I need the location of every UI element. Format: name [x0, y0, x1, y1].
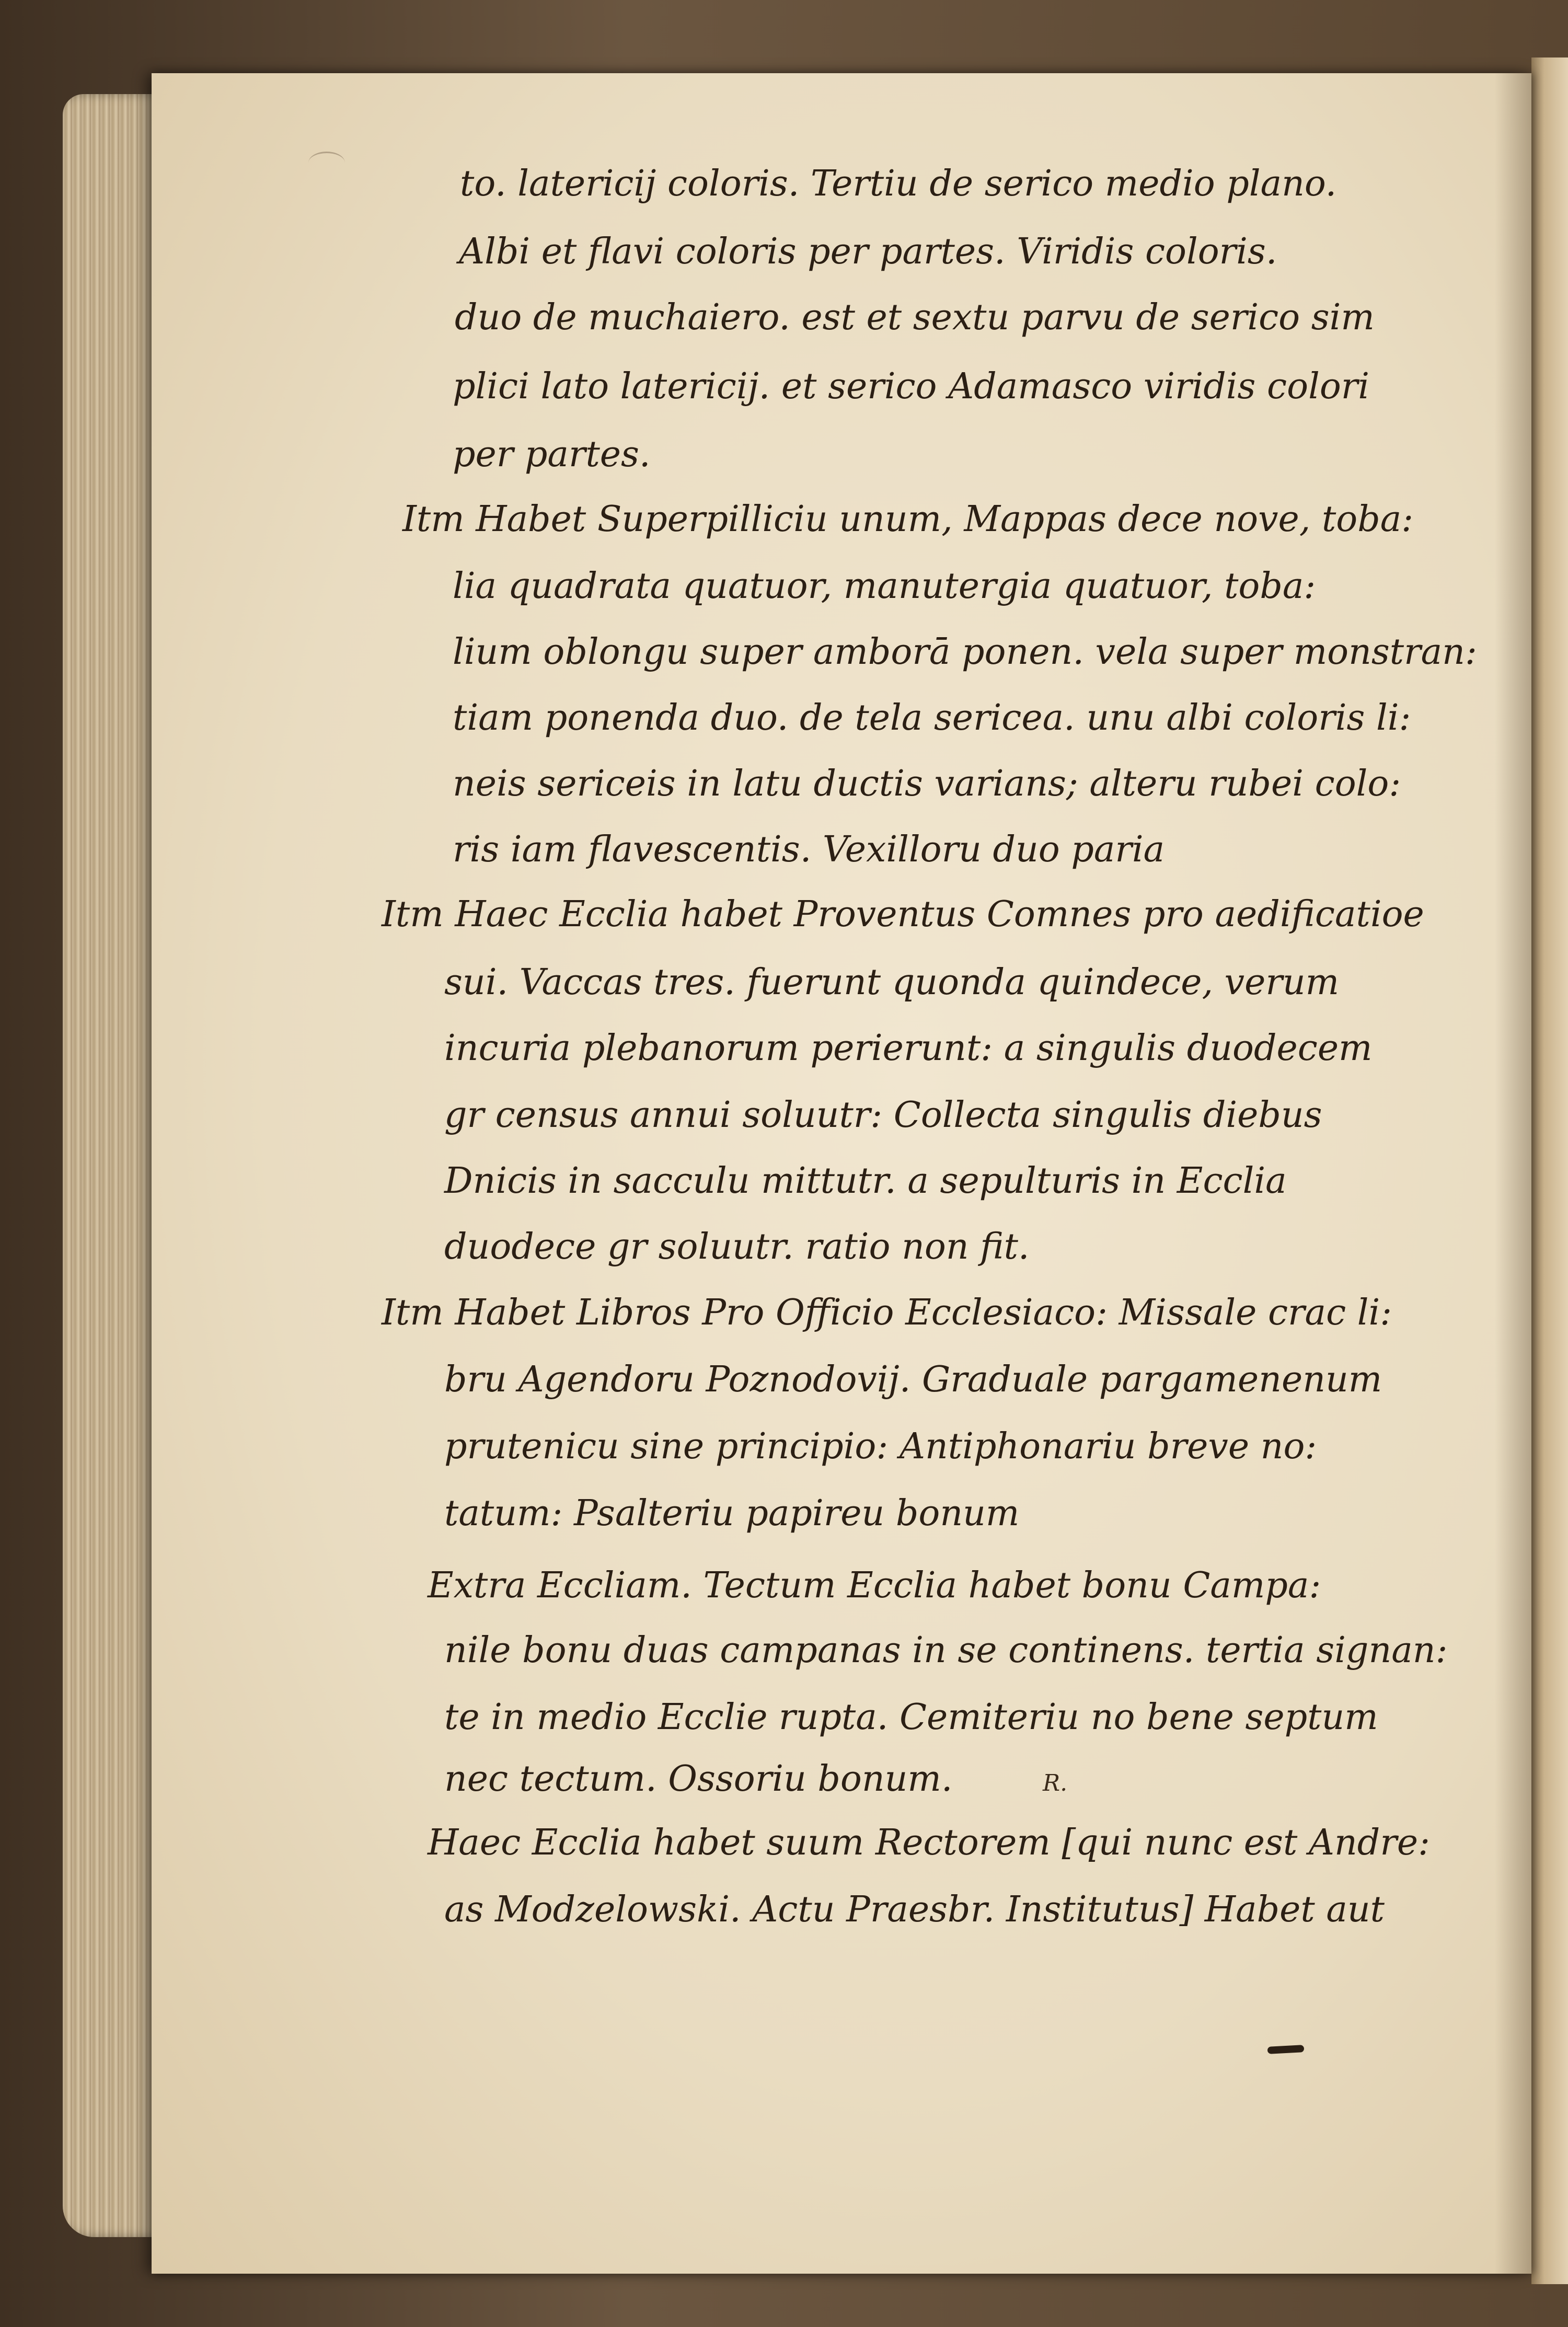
text-line: sui. Vaccas tres. fuerunt quonda quindece, verum — [444, 962, 1340, 1003]
text-line: gr census annui soluutr: Collecta singulis diebus — [444, 1095, 1322, 1136]
book-fore-edge — [63, 94, 162, 2237]
text-line: to. latericij coloris. Tertiu de serico medio plano. — [460, 163, 1337, 204]
text-line: tiam ponenda duo. de tela sericea. unu albi coloris li: — [453, 697, 1411, 739]
text-line: lia quadrata quatuor, manutergia quatuor, toba: — [453, 566, 1316, 607]
text-line: plici lato latericij. et serico Adamasco viridis colori — [453, 366, 1370, 407]
text-line: nec tectum. Ossoriu bonum. — [444, 1758, 953, 1800]
text-line: Dnicis in sacculu mittutr. a sepulturis in Ecclia — [444, 1160, 1287, 1202]
text-line: duo de muchaiero. est et sextu parvu de serico sim — [455, 297, 1375, 338]
text-line: lium oblongu super amborā ponen. vela super monstran: — [453, 631, 1477, 673]
text-line: Albi et flavi coloris per partes. Viridis coloris. — [459, 231, 1277, 272]
text-line: as Modzelowski. Actu Praesbr. Institutus] Habet aut — [444, 1889, 1385, 1930]
text-line: bru Agendoru Poznodovij. Graduale pargamenenum — [444, 1359, 1382, 1400]
text-line: tatum: Psalteriu papireu bonum — [444, 1493, 1020, 1534]
text-line: nile bonu duas campanas in se continens. tertia signan: — [444, 1630, 1448, 1671]
text-line: Extra Eccliam. Tectum Ecclia habet bonu Campa: — [428, 1565, 1321, 1606]
text-line: per partes. — [453, 434, 651, 475]
text-line: prutenicu sine principio: Antiphonariu breve no: — [444, 1426, 1317, 1467]
marginal-note: R. — [1043, 1770, 1068, 1796]
text-line: neis sericeis in latu ductis varians; alteru rubei colo: — [453, 763, 1401, 804]
page-corner-mark — [308, 152, 345, 174]
facing-page-edge — [1531, 57, 1568, 2284]
text-line: Itm Haec Ecclia habet Proventus Comnes pro aedificatioe — [382, 894, 1424, 935]
text-line: Itm Habet Libros Pro Officio Ecclesiaco: Missale crac li: — [382, 1292, 1392, 1333]
text-line: Haec Ecclia habet suum Rectorem [qui nunc est Andre: — [428, 1822, 1430, 1863]
page-gutter-shadow — [1495, 73, 1531, 2274]
text-line: te in medio Ecclie rupta. Cemiteriu no bene septum — [444, 1697, 1378, 1738]
text-line: ris iam flavescentis. Vexilloru duo paria — [453, 829, 1165, 870]
text-line: incuria plebanorum perierunt: a singulis duodecem — [444, 1028, 1373, 1069]
text-line: duodece gr soluutr. ratio non fit. — [444, 1226, 1030, 1268]
text-line: Itm Habet Superpilliciu unum, Mappas dece nove, toba: — [402, 499, 1414, 540]
